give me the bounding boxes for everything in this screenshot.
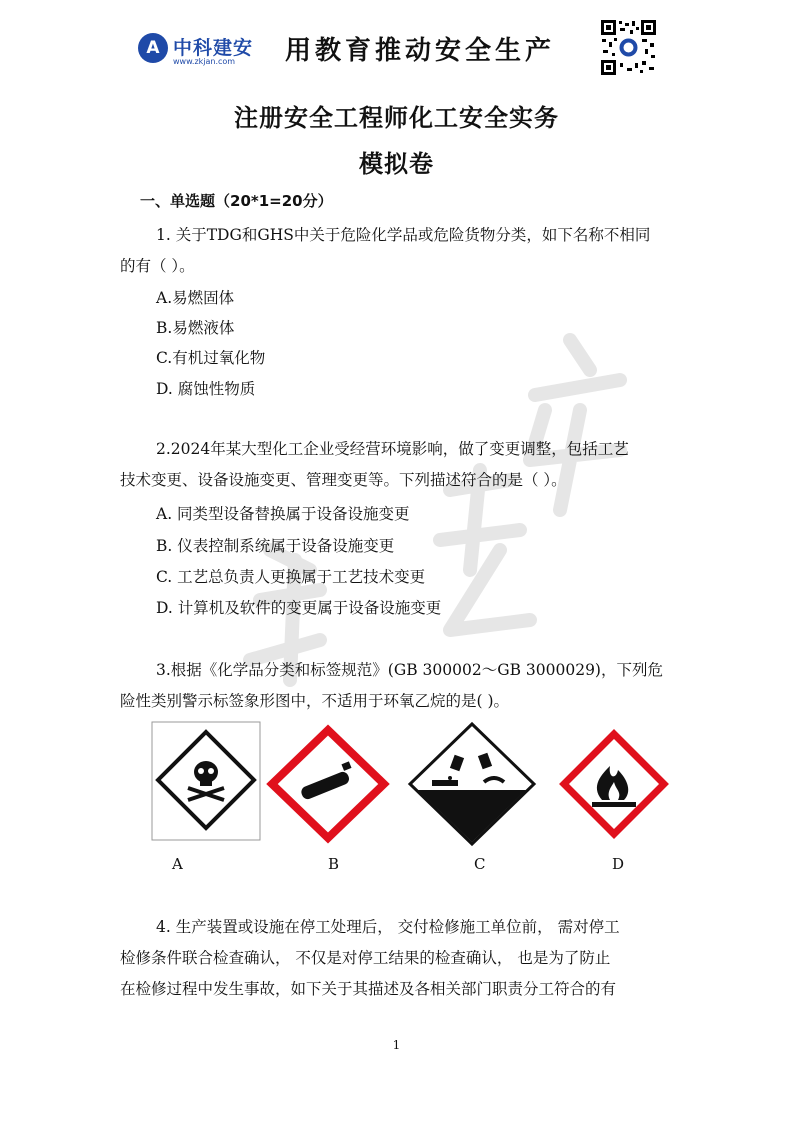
q2-text-line1: 2.2024年某大型化工企业受经营环境影响，做了变更调整，包括工艺 <box>156 440 629 458</box>
qr-code-icon <box>600 19 657 76</box>
q3-text-line1: 3.根据《化学品分类和标签规范》(GB 300002～GB 3000029)，下列危 <box>156 661 663 679</box>
sign-label-b: B <box>328 855 340 873</box>
logo-name: 中科建安 <box>173 37 254 59</box>
document-subtitle: 模拟卷 <box>359 150 434 178</box>
q4-text-line1: 4. 生产装置或设施在停工处理后， 交付检修施工单位前， 需对停工 <box>156 918 620 936</box>
sign-label-c: C <box>474 855 486 873</box>
corrosive-icon <box>410 724 534 844</box>
q1-option-d: D. 腐蚀性物质 <box>156 380 256 398</box>
q2-option-c: C. 工艺总负责人更换属于工艺技术变更 <box>156 568 426 586</box>
q2-text-line2: 技术变更、设备设施变更、管理变更等。下列描述符合的是（ ）。 <box>120 471 567 489</box>
page-header <box>0 0 793 86</box>
logo-mark-icon: A <box>138 33 168 63</box>
q2-option-b: B. 仪表控制系统属于设备设施变更 <box>156 537 395 555</box>
brand-logo <box>138 31 254 71</box>
q3-text-line2: 险性类别警示标签象形图中，不适用于环氧乙烷的是( )。 <box>120 692 510 710</box>
q4-text-line3: 在检修过程中发生事故，如下关于其描述及各相关部门职责分工符合的有 <box>120 980 617 998</box>
q1-option-c: C.有机过氧化物 <box>156 349 266 367</box>
sign-label-d: D <box>612 855 625 873</box>
q1-option-b: B.易燃液体 <box>156 319 235 337</box>
q2-option-d: D. 计算机及软件的变更属于设备设施变更 <box>156 599 442 617</box>
gas-cylinder-icon <box>272 730 384 838</box>
flame-icon <box>564 734 664 834</box>
toxic-skull-icon <box>152 722 260 840</box>
hazard-pictograms <box>150 720 680 870</box>
logo-url: www.zkjan.com <box>173 57 236 66</box>
q1-text-line1: 1. 关于TDG和GHS中关于危险化学品或危险货物分类，如下名称不相同 <box>156 226 651 244</box>
q2-option-a: A. 同类型设备替换属于设备设施变更 <box>156 505 410 523</box>
q1-text-line2: 的有（ ）。 <box>120 257 195 275</box>
header-slogan: 用教育推动安全生产 <box>285 36 556 66</box>
page-number: 1 <box>392 1038 401 1052</box>
section-heading: 一、单选题（20*1=20分） <box>140 192 333 210</box>
sign-label-a: A <box>172 855 183 873</box>
q1-option-a: A.易燃固体 <box>156 289 235 307</box>
q4-text-line2: 检修条件联合检查确认， 不仅是对停工结果的检查确认， 也是为了防止 <box>120 949 611 967</box>
document-title: 注册安全工程师化工安全实务 <box>234 104 559 132</box>
